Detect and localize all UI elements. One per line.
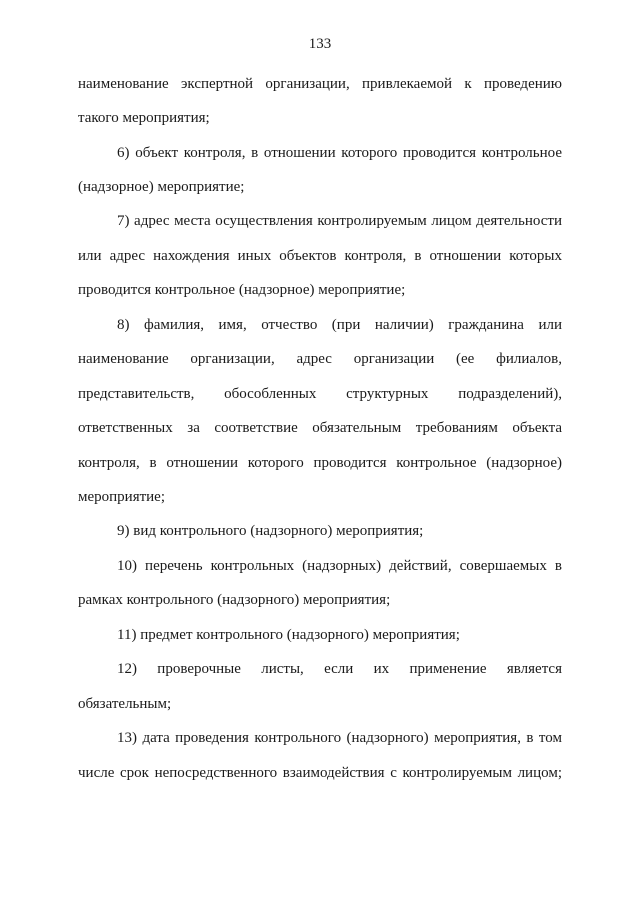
text-line-18: 12) проверочные листы, если их применение является [117,661,562,677]
text-line-6: или адрес нахождения иных объектов контроля, в отношении которых [78,248,562,264]
text-line-15: 10) перечень контрольных (надзорных) действий, совершаемых в [117,558,562,574]
page-number: 133 [308,36,332,52]
text-line-8: 8) фамилия, имя, отчество (при наличии) гражданина или [117,317,562,333]
text-line-12: контроля, в отношении которого проводится контрольное (надзорное) [78,455,562,471]
text-line-3: 6) объект контроля, в отношении которого проводится контрольное [117,145,562,161]
text-line-20: 13) дата проведения контрольного (надзорного) мероприятия, в том [117,730,562,746]
text-line-2: такого мероприятия; [78,110,210,126]
text-line-9: наименование организации, адрес организации (ее филиалов, [78,351,562,367]
text-line-10: представительств, обособленных структурных подразделений), [78,386,562,402]
text-line-19: обязательным; [78,696,172,712]
text-line-1: наименование экспертной организации, привлекаемой к проведению [78,76,562,92]
text-line-14: 9) вид контрольного (надзорного) мероприятия; [117,523,424,539]
text-line-16: рамках контрольного (надзорного) мероприятия; [78,592,391,608]
text-line-13: мероприятие; [78,489,166,505]
text-line-17: 11) предмет контрольного (надзорного) мероприятия; [117,627,460,643]
text-line-4: (надзорное) мероприятие; [78,179,245,195]
text-line-7: проводится контрольное (надзорное) мероприятие; [78,282,406,298]
text-line-5: 7) адрес места осуществления контролируемым лицом деятельности [117,213,562,229]
text-line-21: числе срок непосредственного взаимодействия с контролируемым лицом; [78,765,562,781]
text-line-11: ответственных за соответствие обязательным требованиям объекта [78,420,562,436]
